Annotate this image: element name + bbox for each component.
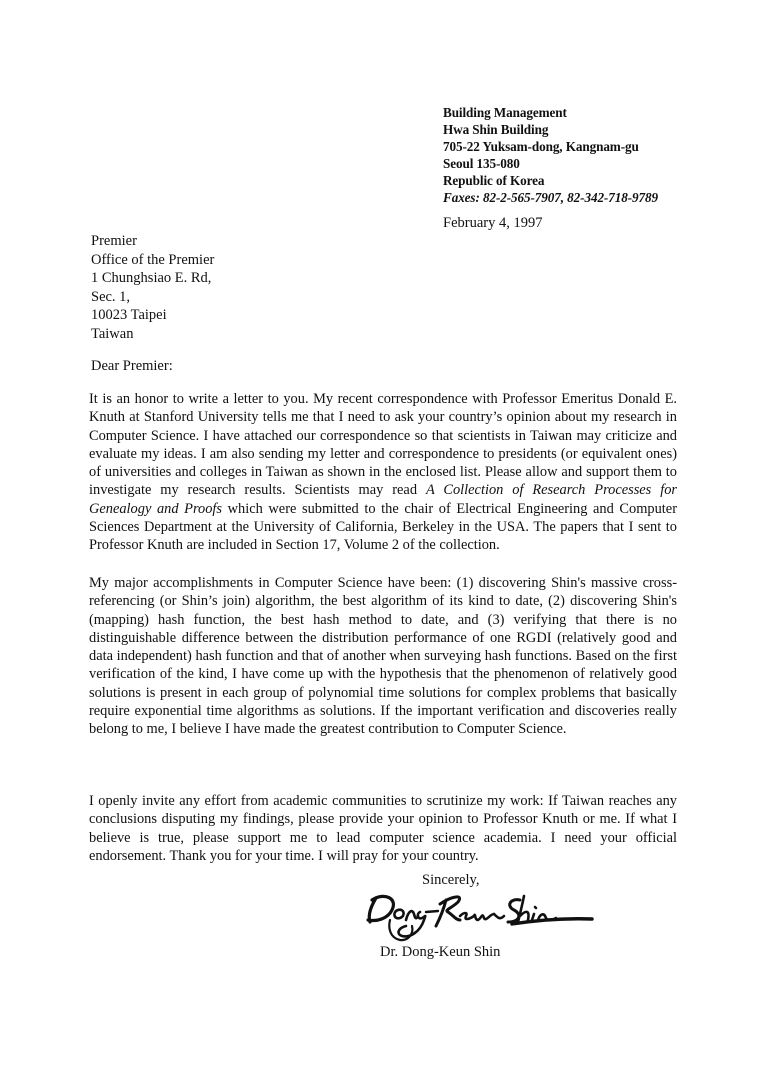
collection-title: A Collection of Research Processes for Genealogy and Proofs (89, 482, 677, 517)
sender-line: Building Management (443, 105, 567, 120)
recipient-line: Sec. 1, (91, 288, 131, 305)
recipient-line: 10023 Taipei (91, 307, 167, 324)
salutation: Dear Premier: (91, 358, 173, 374)
sender-address-block (443, 104, 658, 206)
sender-line: Hwa Shin Building (443, 122, 549, 137)
paragraph-text: It is an honor to write a letter to you. My recent correspondence with Professor Emeritus Donald E. Knuth at Stanford University tells me that I need to ask your country’s opinion about my research in Computer Science. I have attached our correspondence so that scientists in Taiwan may criticize and evaluate my ideas. I am also sending my letter and correspondence to presidents (or equivalent ones) of universities and colleges in Taiwan as shown in the enclosed list. Please allow and support them to investigate my research results. Scientists may read (89, 391, 677, 499)
body-paragraph-1 (89, 390, 677, 555)
recipient-line: Office of the Premier (91, 251, 215, 268)
recipient-line: Taiwan (91, 325, 134, 342)
sender-line: 705-22 Yuksam-dong, Kangnam-gu (443, 139, 639, 154)
signer-name: Dr. Dong-Keun Shin (380, 944, 501, 960)
recipient-line: 1 Chunghsiao E. Rd, (91, 270, 212, 287)
sender-faxes (443, 189, 658, 206)
recipient-line: Premier (91, 233, 137, 249)
letter-date: February 4, 1997 (443, 215, 543, 231)
sender-line: Republic of Korea (443, 173, 545, 188)
body-paragraph-3: I openly invite any effort from academic communities to scrutinize my work: If Taiwan reaches any conclusions disputing my findings, please provide your opinion to Professor Knuth or me. If what I believe is true, please support me to lead computer science academia. I need your official endorsement. Thank you for your time. I will pray for your country. (89, 793, 677, 864)
sender-line: Seoul 135-080 (443, 156, 520, 171)
faxes-numbers: 82-2-565-7907, 82-342-718-9789 (482, 190, 658, 205)
faxes-label: Faxes: (443, 190, 480, 205)
body-paragraph-2: My major accomplishments in Computer Science have been: (1) discovering Shin's massive cross-referencing (or Shin’s join) algorithm, the best algorithm of its kind to date, (2) discovering Shin's (mapping) hash function, the best hash method to date, and (3) verifying that there is no distinguishable difference between the distribution performance of one RGDI (relatively good and data independent) hash function and that of another when surveying hash functions. Based on the first verification of the kind, I have come up with the hypothesis that the phenomenon of relatively good solutions is present in each group of polynomial time solutions for complex problems that basically require exponential time algorithms as solutions. If the important verification and discoveries really belong to me, I believe I have made the greatest contribution to Computer Science. (89, 575, 677, 738)
closing: Sincerely, (422, 872, 480, 888)
recipient-address-block (91, 232, 214, 344)
handwritten-signature (360, 886, 600, 944)
paragraph-text: which were submitted to the chair of Electrical Engineering and Computer Sciences Department at the University of California, Berkeley in the USA. The papers that I sent to Professor Knuth are included in Section 17, Volume 2 of the collection. (89, 500, 677, 554)
